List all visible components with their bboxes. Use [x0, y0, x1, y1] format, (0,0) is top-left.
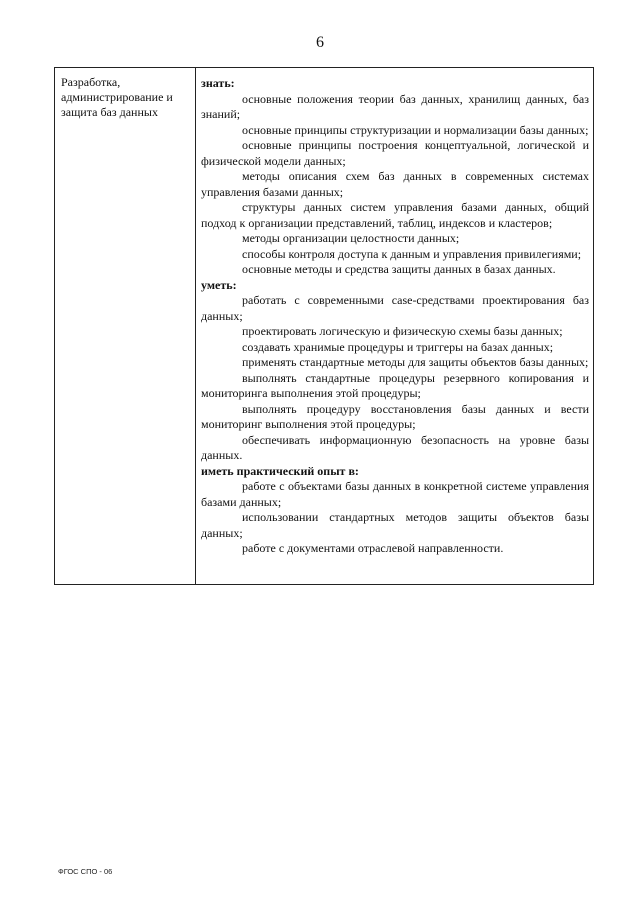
list-item: работе с объектами базы данных в конкретной системе управления базами данных;: [201, 479, 589, 509]
requirements-cell: [196, 68, 593, 584]
list-item: основные методы и средства защиты данных в базах данных.: [242, 262, 556, 276]
module-name-cell: Разработка, администрирование и защита баз данных: [55, 68, 196, 584]
list-item: применять стандартные методы для защиты объектов базы данных;: [242, 355, 589, 369]
list-item: основные принципы структуризации и нормализации базы данных;: [242, 122, 589, 137]
list-item: использовании стандартных методов защиты объектов базы данных;: [201, 510, 589, 540]
list-item: методы организации целостности данных;: [242, 231, 460, 245]
list-item: структуры данных систем управления базами данных, общий подход к организации представлений, таблиц, индексов и кластеров;: [201, 200, 589, 230]
section-heading-experience: иметь практический опыт в:: [201, 463, 359, 478]
list-item: выполнять стандартные процедуры резервного копирования и мониторинга выполнения этой процедуры;: [201, 370, 589, 400]
list-item: работе с документами отраслевой направленности.: [242, 541, 504, 555]
section-heading-know: знать:: [201, 76, 235, 90]
section-heading-can: уметь:: [201, 277, 237, 292]
list-item: основные принципы построения концептуальной, логической и физической модели данных;: [201, 138, 589, 168]
list-item: основные положения теории баз данных, хранилищ данных, баз знаний;: [201, 91, 589, 121]
list-item: проектировать логическую и физическую схемы базы данных;: [242, 324, 563, 338]
page-number: 6: [316, 34, 324, 51]
list-item: создавать хранимые процедуры и триггеры на базах данных;: [242, 339, 554, 354]
footer-standard-code: ФГОС СПО - 06: [58, 867, 113, 876]
list-item: выполнять процедуру восстановления базы данных и вести мониторинг выполнения этой процедуры;: [201, 401, 589, 431]
list-item: обеспечивать информационную безопасность на уровне базы данных.: [201, 432, 589, 462]
list-item: методы описания схем баз данных в современных системах управления базами данных;: [201, 169, 589, 199]
competency-table: [54, 67, 594, 585]
list-item: способы контроля доступа к данным и управления привилегиями;: [242, 246, 582, 261]
list-item: работать с современными case-средствами проектирования баз данных;: [201, 293, 589, 323]
